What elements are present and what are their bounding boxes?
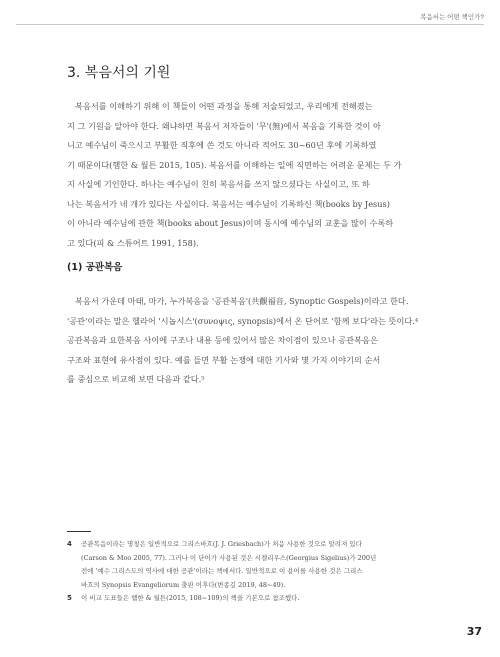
paragraph-line: 기 때문이다(햄한 & 월튼 2015, 105). 복음서를 이해하는 일에 직면하는 어려운 문제는 두 가 <box>67 159 402 170</box>
paragraph-line: 나는 복음서가 네 개가 있다는 사실이다. 복음서는 예수님이 기록하신 책(books by Jesus) <box>67 198 390 209</box>
paragraph-line: '공관'이라는 말은 헬라어 '시놉시스'(συνοψις, synopsis)에서 온 단어로 '함께 보다'라는 뜻이다.⁴ <box>67 315 419 326</box>
header-divider <box>16 24 484 25</box>
paragraph-line: 니고 예수님이 죽으시고 부활한 직후에 쓴 것도 아니라 적어도 30~60년 후에 기록하였 <box>67 140 377 150</box>
footnote-line: 이 비교 도표들은 햄한 & 월튼(2015, 108~109)의 책을 기본으로 참조했다. <box>81 594 300 602</box>
paragraph-line: 지 사실에 기인한다. 하나는 예수님이 친히 복음서를 쓰지 않으셨다는 사실이고, 또 하 <box>67 179 370 189</box>
footnote-line: 공관복음이라는 명칭은 일반적으로 그리스바흐(J. J. Griesbach)가 처음 사용한 것으로 알려져 있다 <box>81 540 362 548</box>
footnote <box>67 592 427 606</box>
paragraph-line: 이 아니라 예수님에 관한 책(books about Jesus)이며 동시에 예수님의 교훈을 많이 수록하 <box>67 218 394 228</box>
paragraph-line: 복음서 가운데 마태, 마가, 누가복음을 '공관복음'(共觀福音, Synoptic Gospels)이라고 한다. <box>75 296 409 306</box>
section-title: 3. 복음서의 기원 <box>67 65 171 81</box>
footnote-line: 전에 '예수 그리스도의 역사에 대한 공관'이라는 책에서다. 일반적으로 이 용어를 사용한 것은 그리스 <box>81 567 363 575</box>
page-number: 37 <box>466 625 482 638</box>
paragraph-line: 지 그 기원을 알아야 한다. 왜냐하면 복음서 저자들이 '무'(無)에서 복음을 기록한 것이 아 <box>67 120 381 131</box>
subsection-paragraph <box>67 292 423 390</box>
footnote-divider <box>67 531 91 532</box>
subsection-title: (1) 공관복음 <box>67 262 123 273</box>
paragraph-line: 구조와 표현에 유사점이 있다. 예를 들면 부활 논쟁에 대한 기사와 몇 가지 이야기의 순서 <box>67 354 381 365</box>
section-paragraph <box>67 97 423 253</box>
paragraph-line: 복음서를 이해하기 위해 이 책들이 어떤 과정을 통해 저술되었고, 우리에게 전해졌는 <box>75 101 373 111</box>
footnote-line: 바흐의 Synopsis Evangeliorum 출판 이후다(변종길 2019, 48~49). <box>81 580 286 589</box>
footnote-number: 5 <box>67 594 72 602</box>
paragraph-line: 를 중심으로 비교해 보면 다음과 같다.⁵ <box>67 374 205 384</box>
footnote-number: 4 <box>67 540 72 548</box>
footnote-line: (Carson & Moo 2005, 77). 그러나 이 단어가 사용된 것은 시겔리우스(Georgius Sigelius)가 200년 <box>81 553 377 562</box>
paragraph-line: 고 있다(피 & 스튜어트 1991, 158). <box>67 237 199 248</box>
paragraph-line: 공관복음과 요한복음 사이에 구조나 내용 등에 있어서 많은 차이점이 있으나 공관복음은 <box>67 335 378 345</box>
running-header: 복음서는 어떤 책인가? <box>420 14 484 21</box>
footnotes <box>67 538 427 606</box>
footnote <box>67 538 427 592</box>
